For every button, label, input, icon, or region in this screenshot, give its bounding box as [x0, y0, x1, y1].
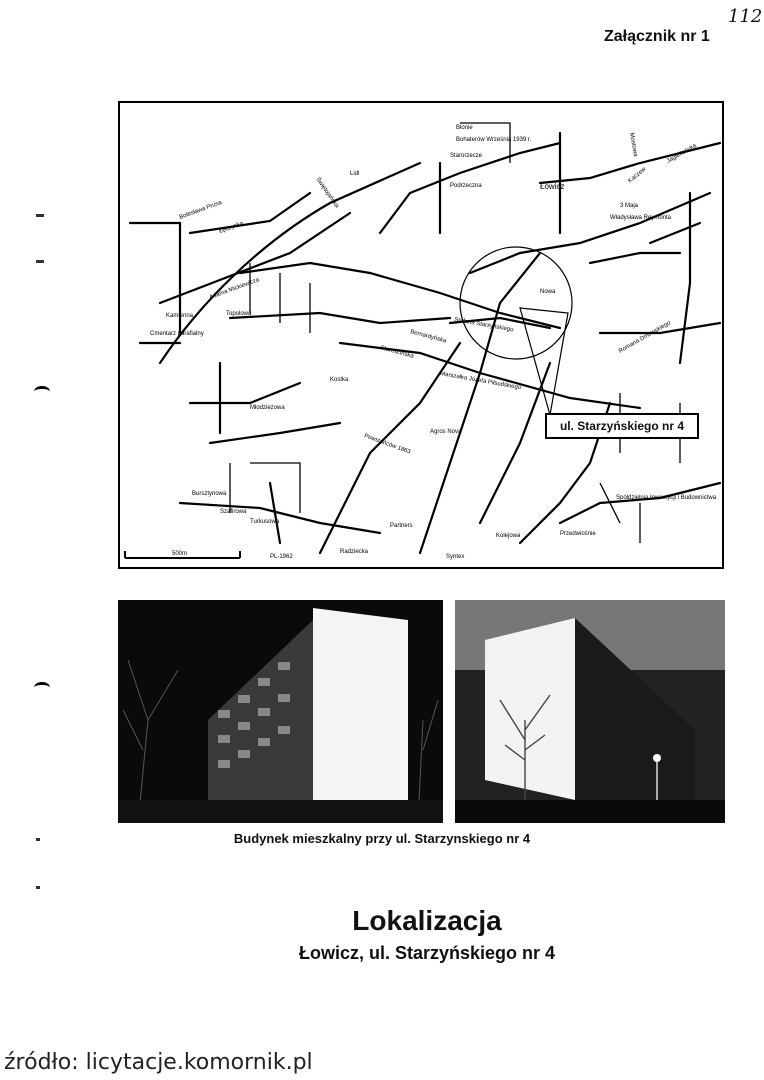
street-label: Romana Dmowskiego [618, 320, 672, 355]
street-label: Mostowa [628, 132, 639, 157]
street-label: Staroscińska [379, 345, 415, 360]
building-photo-left [118, 600, 443, 823]
street-label: Stefana Starzyńskiego [453, 317, 514, 334]
street-map-svg [120, 103, 722, 567]
street-label: Władysława Reymonta [610, 215, 672, 221]
location-map [118, 101, 724, 569]
address-callout: ul. Starzyńskiego nr 4 [545, 413, 699, 439]
street-label: Błonie [456, 125, 473, 131]
street-label: Powstańców 1863 [363, 433, 412, 456]
street-label: Kaczew [627, 166, 648, 185]
map-code-label: PL-1962 [270, 554, 293, 560]
punch-hole-mark [34, 386, 50, 397]
margin-mark [36, 886, 40, 889]
street-label: Bohaterów Września 1939 r. [456, 137, 532, 143]
street-label: Radziecka [340, 549, 369, 555]
scale-label: 500m [172, 551, 188, 557]
street-label: Łęczycka [218, 220, 245, 235]
location-circle [460, 247, 572, 359]
street-label: Świętojańska [314, 176, 340, 210]
building-photo-right [455, 600, 725, 823]
building-photo-right-svg [455, 600, 725, 823]
location-address: Łowicz, ul. Starzyńskiego nr 4 [298, 943, 556, 963]
source-note: źródło: licytacje.komornik.pl [4, 1050, 313, 1075]
margin-mark [36, 260, 44, 263]
street-label: Kolejowa [496, 533, 521, 539]
store-label: Lidl [350, 171, 360, 177]
street-label: Przedwiośnie [560, 531, 596, 537]
street-label: 3 Maja [620, 203, 639, 209]
street-label: Bolesława Prusa [178, 199, 223, 221]
street-label: Szafirowa [220, 509, 247, 515]
page-header-title: Załącznik nr 1 [604, 28, 710, 45]
street-label: Kamienna [166, 313, 194, 319]
building-photo-left-svg [118, 600, 443, 823]
street-label: Podrzeczna [450, 183, 482, 189]
street-label: Starorzecze [450, 153, 483, 159]
company-label: Agros Nova [430, 429, 462, 435]
company-label: Partners [390, 523, 413, 529]
punch-hole-mark [34, 682, 50, 693]
location-title: Lokalizacja [352, 905, 502, 936]
street-label: Bernardyńska [409, 329, 447, 345]
company-label: Spółdzielnia Inwestycji i Budownictwa [616, 495, 717, 501]
margin-mark [36, 214, 44, 217]
street-label: Bursztynowa [192, 491, 227, 497]
city-label: Łowicz [540, 182, 565, 191]
street-label: Młodzieżowa [250, 405, 285, 411]
street-label: Topolowa [226, 311, 252, 317]
street-label: Adama Mickiewicza [208, 277, 261, 301]
street-label: Marszałka Józefa Piłsudskiego [439, 371, 522, 392]
street-label: Jagiellońska [666, 143, 698, 165]
street-label: Turkusowa [250, 519, 280, 525]
company-label: Syntex [446, 554, 465, 560]
street-label: Nowa [540, 289, 556, 295]
handwritten-number: 112 [728, 6, 763, 27]
street-label: Kostka [330, 377, 349, 383]
photo-caption: Budynek mieszkalny przy ul. Starzynskiego nr 4 [233, 831, 531, 846]
cemetery-label: Cmentarz parafialny [150, 331, 204, 337]
